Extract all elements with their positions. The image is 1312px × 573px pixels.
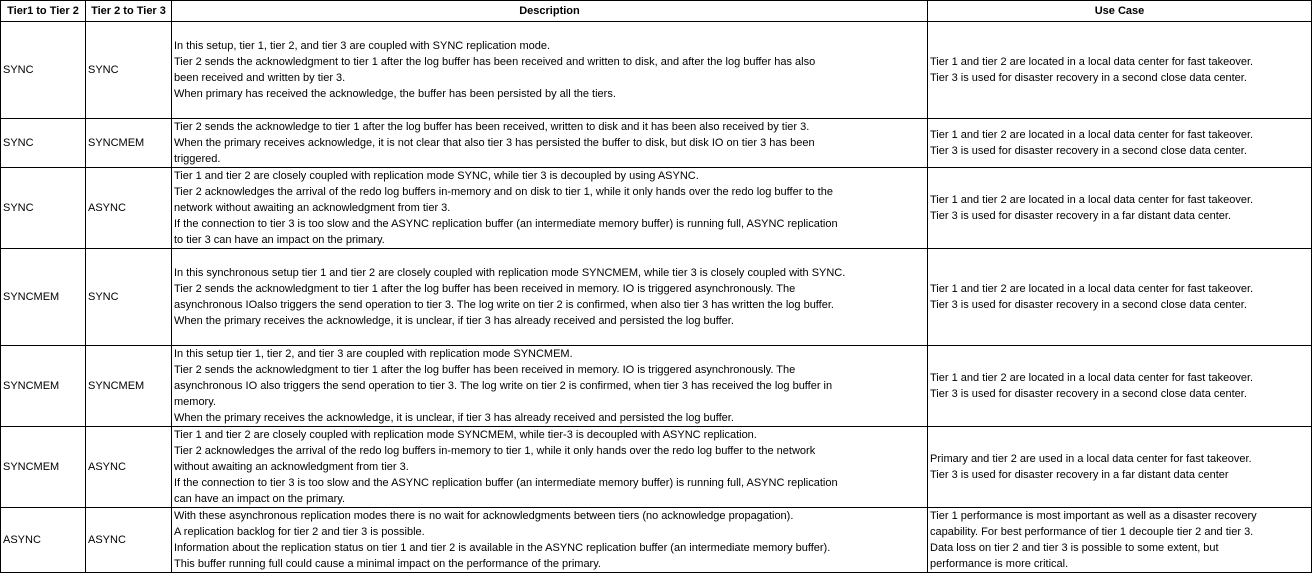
use-case-line: Tier 1 and tier 2 are located in a local data center for fast takeover.	[930, 129, 1254, 141]
description-cell	[172, 346, 928, 427]
description-line: can have an impact on the primary.	[174, 493, 345, 505]
use-case-cell	[928, 508, 1312, 573]
description-line: In this synchronous setup tier 1 and tier 2 are closely coupled with replication mode SYNCMEM, while tier 3 is closely coupled with SYNC.	[174, 267, 846, 279]
table-row	[1, 22, 1312, 119]
description-line: When the primary receives the acknowledge, it is unclear, if tier 3 has already received and persisted the log buffer.	[174, 412, 734, 424]
tier2-to-tier3-cell: SYNCMEM	[86, 119, 172, 168]
table-row	[1, 119, 1312, 168]
tier2-to-tier3-cell: ASYNC	[86, 168, 172, 249]
use-case-cell	[928, 22, 1312, 119]
description-cell	[172, 249, 928, 346]
description-cell	[172, 22, 928, 119]
description-line: asynchronous IO also triggers the send operation to tier 3. The log write on tier 2 is confirmed, when tier 3 has received the log buffer in	[174, 380, 833, 392]
tier2-to-tier3-cell: SYNCMEM	[86, 346, 172, 427]
description-line: When the primary receives the acknowledge, it is unclear, if tier 3 has already received and persisted the log buffer.	[174, 315, 734, 327]
use-case-line: Tier 3 is used for disaster recovery in a far distant data center	[930, 469, 1229, 481]
description-line: With these asynchronous replication modes there is no wait for acknowledgments between tiers (no acknowledge propagation).	[174, 510, 794, 522]
tier1-to-tier2-cell: SYNC	[1, 22, 86, 119]
use-case-cell	[928, 249, 1312, 346]
header-description: Description	[172, 1, 928, 22]
use-case-line: Tier 3 is used for disaster recovery in a second close data center.	[930, 145, 1247, 157]
description-line: Tier 2 acknowledges the arrival of the redo log buffers in-memory to tier 1, while it only hands over the redo log buffer to the network	[174, 445, 816, 457]
description-line: Information about the replication status on tier 1 and tier 2 is available in the ASYNC replication buffer (an intermediate memory buffer).	[174, 542, 831, 554]
header-tier1-to-tier2: Tier1 to Tier 2	[1, 1, 86, 22]
table-row	[1, 346, 1312, 427]
description-line: Tier 1 and tier 2 are closely coupled with replication mode SYNCMEM, while tier-3 is decoupled with ASYNC replication.	[174, 429, 757, 441]
description-line: Tier 2 sends the acknowledgment to tier 1 after the log buffer has been received in memory. IO is triggered asynchronously. The	[174, 283, 796, 295]
description-line: been received and written by tier 3.	[174, 72, 346, 84]
description-line: asynchronous IOalso triggers the send operation to tier 3. The log write on tier 2 is confirmed, when also tier 3 has written the log buffer.	[174, 299, 834, 311]
tier1-to-tier2-cell: SYNC	[1, 119, 86, 168]
description-cell	[172, 427, 928, 508]
description-line: network without awaiting an acknowledgment from tier 3.	[174, 202, 451, 214]
table-row	[1, 427, 1312, 508]
use-case-cell	[928, 427, 1312, 508]
tier1-to-tier2-cell: ASYNC	[1, 508, 86, 573]
description-cell	[172, 508, 928, 573]
description-line: If the connection to tier 3 is too slow and the ASYNC replication buffer (an intermediate memory buffer) is running full, ASYNC replication	[174, 218, 838, 230]
table-row	[1, 168, 1312, 249]
description-line: If the connection to tier 3 is too slow and the ASYNC replication buffer (an intermediate memory buffer) is running full, ASYNC replication	[174, 477, 838, 489]
tier2-to-tier3-cell: SYNC	[86, 249, 172, 346]
use-case-line: Tier 3 is used for disaster recovery in a second close data center.	[930, 72, 1247, 84]
table-row	[1, 249, 1312, 346]
description-line: In this setup tier 1, tier 2, and tier 3 are coupled with replication mode SYNCMEM.	[174, 348, 573, 360]
use-case-line: Tier 1 and tier 2 are located in a local data center for fast takeover.	[930, 372, 1254, 384]
use-case-line: Tier 1 and tier 2 are located in a local data center for fast takeover.	[930, 283, 1254, 295]
description-line: triggered.	[174, 153, 221, 165]
description-line: In this setup, tier 1, tier 2, and tier 3 are coupled with SYNC replication mode.	[174, 40, 551, 52]
header-row	[1, 1, 1312, 22]
description-line: When primary has received the acknowledge, the buffer has been persisted by all the tiers.	[174, 88, 616, 100]
description-line: to tier 3 can have an impact on the primary.	[174, 234, 385, 246]
header-use-case: Use Case	[928, 1, 1312, 22]
description-line: A replication backlog for tier 2 and tier 3 is possible.	[174, 526, 425, 538]
use-case-line: Tier 3 is used for disaster recovery in a second close data center.	[930, 388, 1247, 400]
use-case-line: Data loss on tier 2 and tier 3 is possible to some extent, but	[930, 542, 1219, 554]
tier2-to-tier3-cell: ASYNC	[86, 508, 172, 573]
tier2-to-tier3-cell: SYNC	[86, 22, 172, 119]
use-case-line: Tier 1 performance is most important as well as a disaster recovery	[930, 510, 1257, 522]
description-line: Tier 2 sends the acknowledgment to tier 1 after the log buffer has been received and written to disk, and after the log buffer has also	[174, 56, 816, 68]
use-case-cell	[928, 168, 1312, 249]
use-case-line: Tier 3 is used for disaster recovery in a second close data center.	[930, 299, 1247, 311]
tier1-to-tier2-cell: SYNCMEM	[1, 249, 86, 346]
tier1-to-tier2-cell: SYNCMEM	[1, 346, 86, 427]
description-line: Tier 2 sends the acknowledge to tier 1 after the log buffer has been received, written to disk and it has been also received by tier 3.	[174, 121, 810, 133]
description-cell	[172, 168, 928, 249]
tier1-to-tier2-cell: SYNCMEM	[1, 427, 86, 508]
use-case-cell	[928, 119, 1312, 168]
description-line: memory.	[174, 396, 216, 408]
use-case-cell	[928, 346, 1312, 427]
use-case-line: Primary and tier 2 are used in a local data center for fast takeover.	[930, 453, 1252, 465]
tier2-to-tier3-cell: ASYNC	[86, 427, 172, 508]
description-line: This buffer running full could cause a minimal impact on the performance of the primary.	[174, 558, 601, 570]
table-row	[1, 508, 1312, 573]
use-case-line: Tier 1 and tier 2 are located in a local data center for fast takeover.	[930, 56, 1254, 68]
tier1-to-tier2-cell: SYNC	[1, 168, 86, 249]
description-line: Tier 2 sends the acknowledgment to tier 1 after the log buffer has been received in memory. IO is triggered asynchronously. The	[174, 364, 796, 376]
use-case-line: Tier 1 and tier 2 are located in a local data center for fast takeover.	[930, 194, 1254, 206]
header-tier2-to-tier3: Tier 2 to Tier 3	[86, 1, 172, 22]
use-case-line: capability. For best performance of tier 1 decouple tier 2 and tier 3.	[930, 526, 1254, 538]
description-cell	[172, 119, 928, 168]
description-line: When the primary receives acknowledge, it is not clear that also tier 3 has persisted the buffer to disk, but disk IO on tier 3 has been	[174, 137, 815, 149]
description-line: without awaiting an acknowledgment from tier 3.	[174, 461, 409, 473]
description-line: Tier 1 and tier 2 are closely coupled with replication mode SYNC, while tier 3 is decoupled by using ASYNC.	[174, 170, 699, 182]
use-case-line: performance is more critical.	[930, 558, 1069, 570]
description-line: Tier 2 acknowledges the arrival of the redo log buffers in-memory and on disk to tier 1, while it only hands over the redo log buffer to the	[174, 186, 833, 198]
use-case-line: Tier 3 is used for disaster recovery in a far distant data center.	[930, 210, 1232, 222]
